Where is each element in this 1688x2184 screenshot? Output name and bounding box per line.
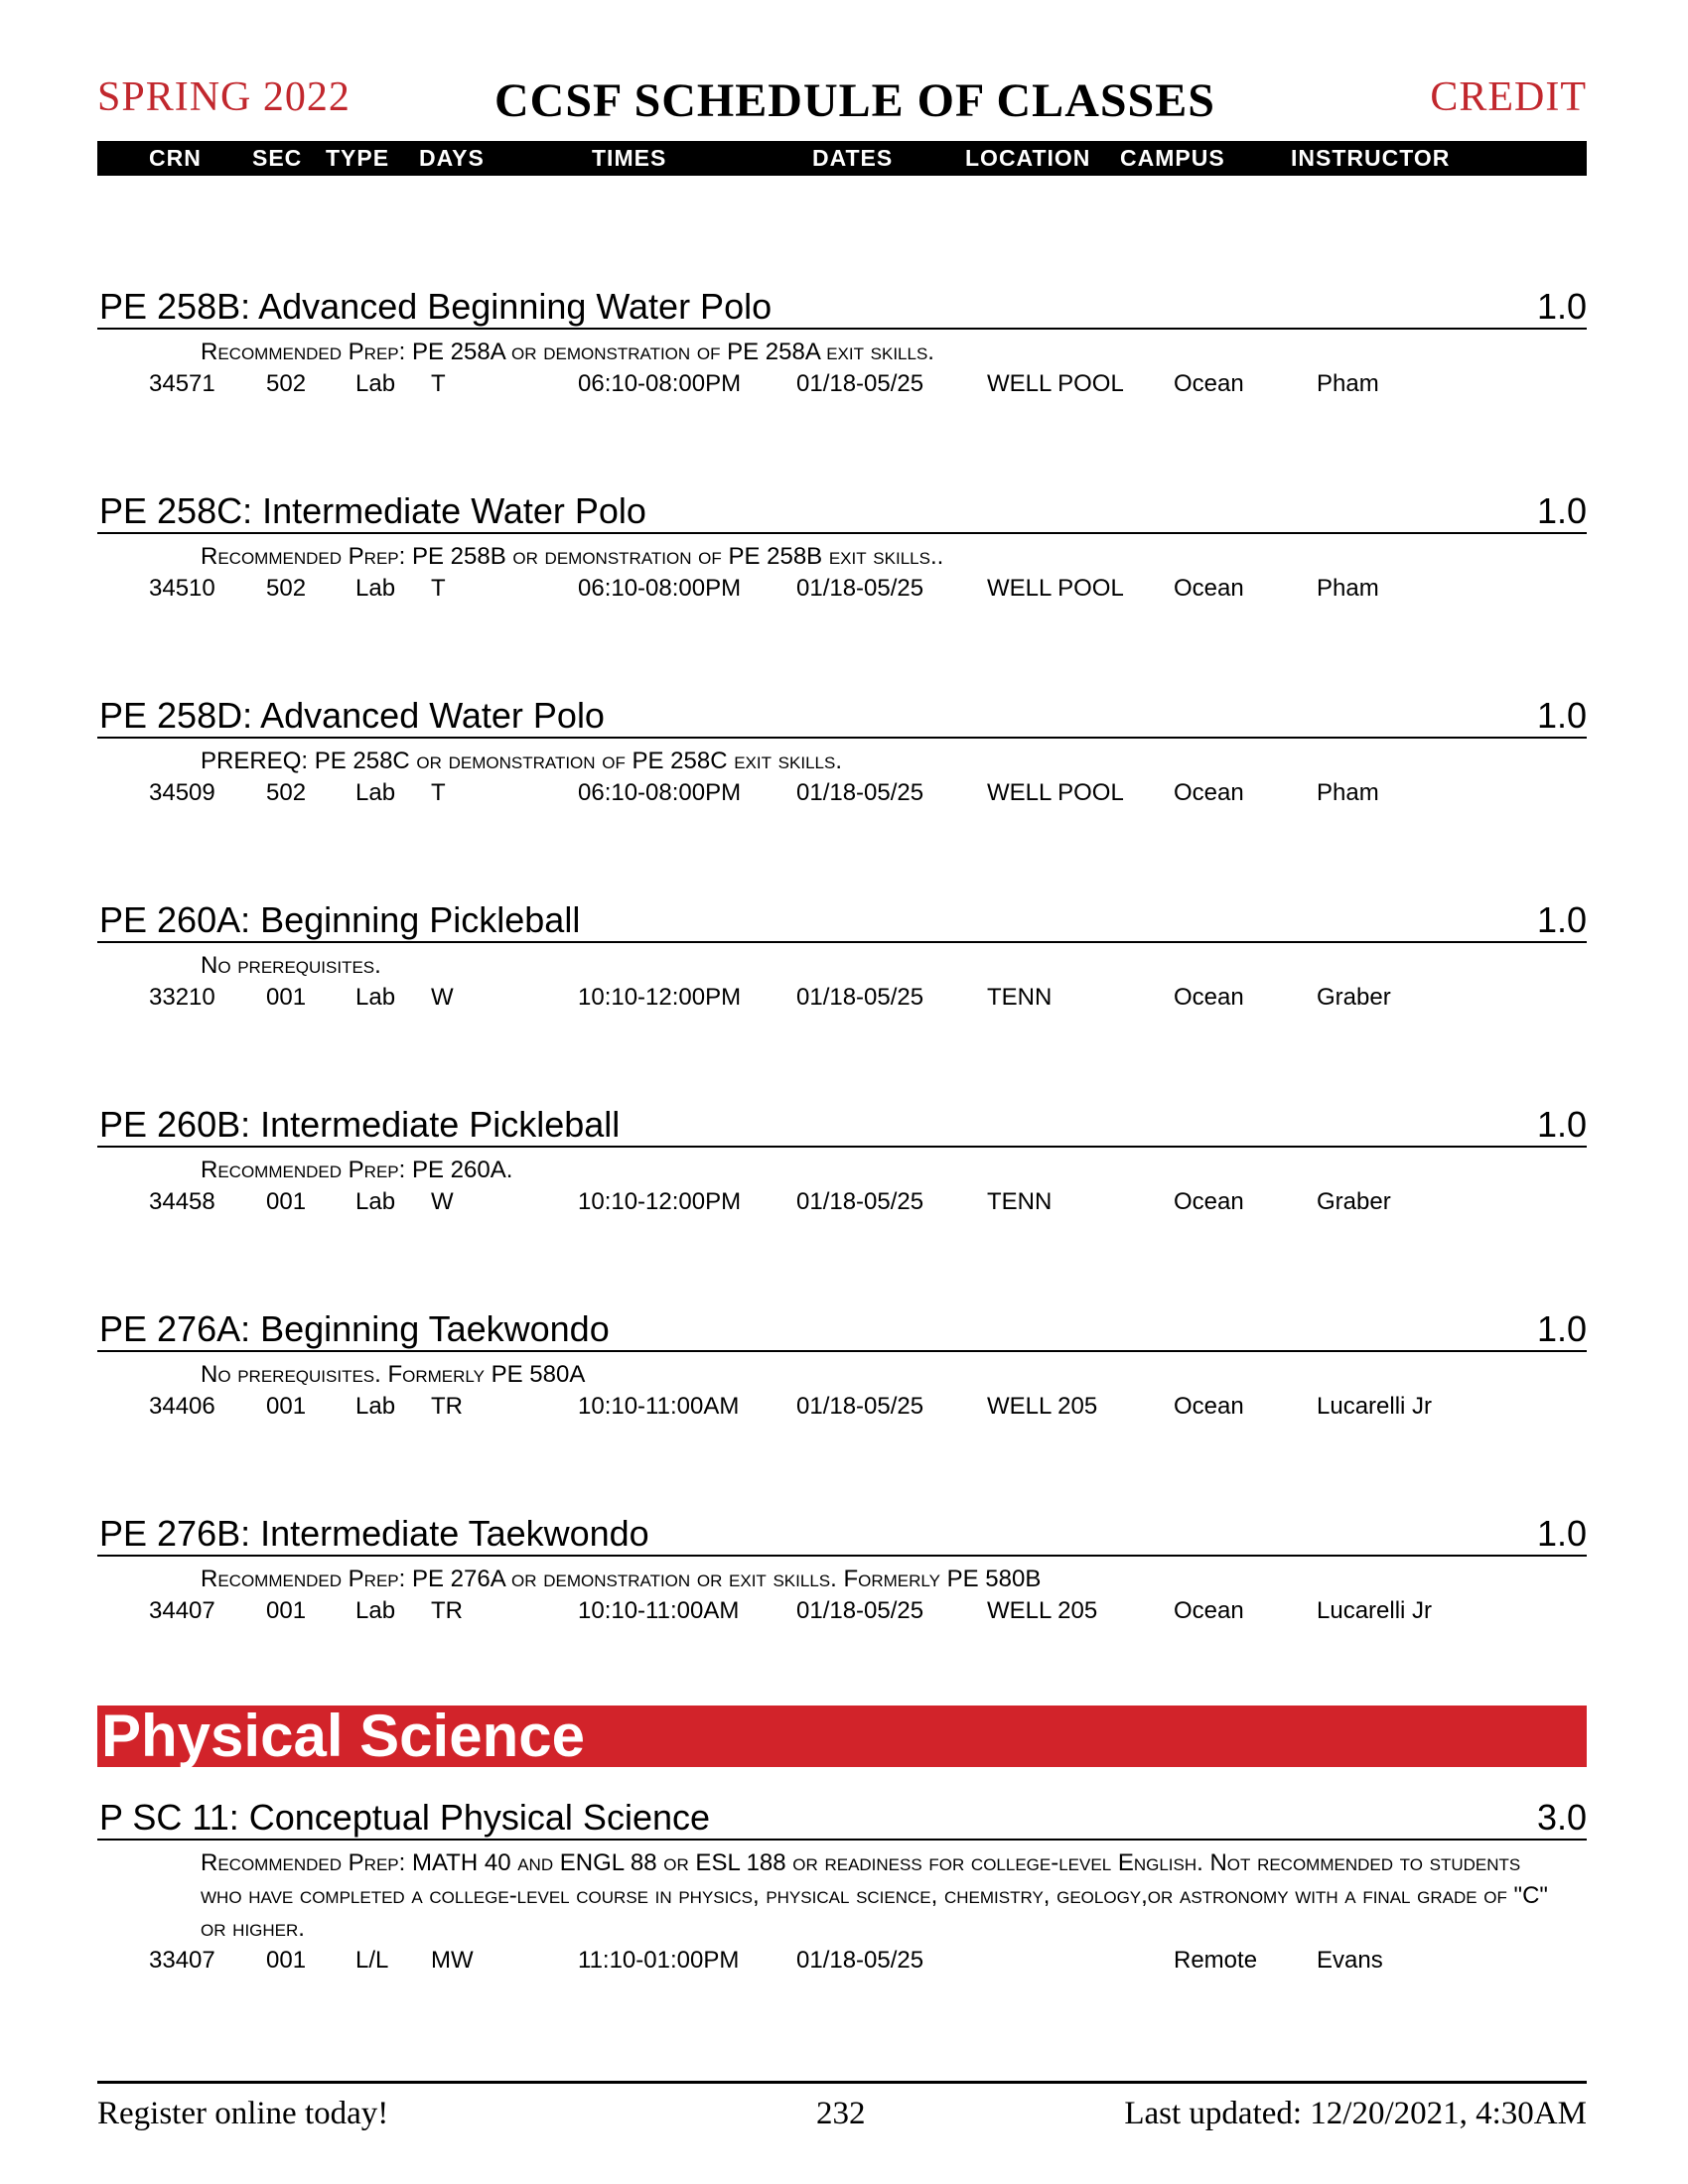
course-title-row xyxy=(97,488,1587,534)
page-header xyxy=(97,73,1587,133)
register-online-text: Register online today! xyxy=(97,2096,389,2131)
dates: 01/18-05/25 xyxy=(796,370,924,397)
section-row xyxy=(97,1595,1587,1629)
page-footer xyxy=(97,2081,1587,2143)
course-prereq: No prerequisites. Formerly PE 580A xyxy=(201,1361,586,1388)
type: Lab xyxy=(355,1393,396,1420)
course-block xyxy=(97,1306,1587,1425)
section-row xyxy=(97,982,1587,1016)
dates: 01/18-05/25 xyxy=(796,1393,924,1420)
credit-label: CREDIT xyxy=(1430,74,1587,120)
campus: Ocean xyxy=(1174,1597,1244,1624)
campus: Remote xyxy=(1174,1947,1258,1974)
col-dates: DATES xyxy=(812,145,894,171)
course-block xyxy=(97,284,1587,402)
course-title: PE 276A: Beginning Taekwondo xyxy=(99,1308,610,1349)
crn: 34458 xyxy=(149,1188,215,1215)
course-prereq: Recommended Prep: PE 258A or demonstration of PE 258A exit skills. xyxy=(201,339,934,365)
section-row xyxy=(97,777,1587,811)
section-row xyxy=(97,1945,1587,1979)
location: WELL POOL xyxy=(987,575,1124,602)
times: 10:10-11:00AM xyxy=(578,1597,740,1624)
course-title: PE 258B: Advanced Beginning Water Polo xyxy=(99,286,773,327)
days: W xyxy=(431,984,454,1011)
course-title-row xyxy=(97,284,1587,330)
days: TR xyxy=(431,1393,463,1420)
crn: 34510 xyxy=(149,575,215,602)
course-units: 3.0 xyxy=(1536,1797,1587,1838)
location: TENN xyxy=(987,1188,1053,1215)
sec: 502 xyxy=(266,575,307,602)
course-title-row xyxy=(97,693,1587,739)
course-title-row xyxy=(97,897,1587,943)
course-units: 1.0 xyxy=(1536,286,1587,327)
course-title: P SC 11: Conceptual Physical Science xyxy=(99,1797,711,1838)
section-row xyxy=(97,1391,1587,1425)
course-block xyxy=(97,693,1587,811)
course-title-row xyxy=(97,1795,1587,1841)
instructor: Lucarelli Jr xyxy=(1317,1393,1433,1420)
times: 06:10-08:00PM xyxy=(578,370,742,397)
dates: 01/18-05/25 xyxy=(796,984,924,1011)
type: Lab xyxy=(355,1597,396,1624)
course-prereq: Recommended Prep: MATH 40 and ENGL 88 or ESL 188 or readiness for college-level English. Not recommended to students who have completed a college-level course in physics, physical science, chemistry, geology,or astronomy with a final grade of "C" or higher. xyxy=(201,1849,1548,1942)
course-units: 1.0 xyxy=(1536,490,1587,531)
course-prereq: Recommended Prep: PE 276A or demonstration or exit skills. Formerly PE 580B xyxy=(201,1566,1042,1592)
course-block xyxy=(97,1511,1587,1629)
page-number: 232 xyxy=(816,2096,866,2131)
col-instructor: INSTRUCTOR xyxy=(1291,145,1451,171)
times: 10:10-12:00PM xyxy=(578,1188,742,1215)
type: Lab xyxy=(355,370,396,397)
campus: Ocean xyxy=(1174,575,1244,602)
crn: 34407 xyxy=(149,1597,215,1624)
crn: 33407 xyxy=(149,1947,215,1974)
crn: 33210 xyxy=(149,984,215,1011)
course-units: 1.0 xyxy=(1536,1513,1587,1554)
dates: 01/18-05/25 xyxy=(796,1597,924,1624)
campus: Ocean xyxy=(1174,1393,1244,1420)
section-row xyxy=(97,1186,1587,1220)
course-prereq: PREREQ: PE 258C or demonstration of PE 258C exit skills. xyxy=(201,748,842,774)
section-row xyxy=(97,573,1587,607)
course-block xyxy=(97,1795,1587,1979)
col-type: TYPE xyxy=(326,145,390,171)
type: Lab xyxy=(355,779,396,806)
instructor: Lucarelli Jr xyxy=(1317,1597,1433,1624)
sec: 001 xyxy=(266,984,307,1011)
dates: 01/18-05/25 xyxy=(796,1947,924,1974)
days: TR xyxy=(431,1597,463,1624)
type: L/L xyxy=(355,1947,389,1974)
campus: Ocean xyxy=(1174,984,1244,1011)
times: 06:10-08:00PM xyxy=(578,575,742,602)
days: MW xyxy=(431,1947,474,1974)
col-crn: CRN xyxy=(149,145,202,171)
department-heading: Physical Science xyxy=(101,1703,585,1769)
instructor: Graber xyxy=(1317,984,1391,1011)
crn: 34509 xyxy=(149,779,215,806)
dates: 01/18-05/25 xyxy=(796,779,924,806)
campus: Ocean xyxy=(1174,370,1244,397)
course-title: PE 258C: Intermediate Water Polo xyxy=(99,490,646,531)
col-location: LOCATION xyxy=(965,145,1091,171)
course-prereq: Recommended Prep: PE 260A. xyxy=(201,1157,513,1183)
campus: Ocean xyxy=(1174,1188,1244,1215)
location: WELL POOL xyxy=(987,370,1124,397)
days: W xyxy=(431,1188,454,1215)
location: WELL POOL xyxy=(987,779,1124,806)
page-title: CCSF SCHEDULE OF CLASSES xyxy=(494,74,1215,127)
section-row xyxy=(97,368,1587,402)
times: 10:10-12:00PM xyxy=(578,984,742,1011)
days: T xyxy=(431,370,446,397)
course-units: 1.0 xyxy=(1536,1104,1587,1145)
course-prereq: No prerequisites. xyxy=(201,952,381,979)
location: TENN xyxy=(987,984,1053,1011)
course-title-row xyxy=(97,1102,1587,1148)
course-block xyxy=(97,488,1587,607)
column-header-bar xyxy=(97,141,1587,176)
col-campus: CAMPUS xyxy=(1120,145,1225,171)
crn: 34571 xyxy=(149,370,215,397)
course-units: 1.0 xyxy=(1536,695,1587,736)
dates: 01/18-05/25 xyxy=(796,1188,924,1215)
course-title: PE 260A: Beginning Pickleball xyxy=(99,899,581,940)
department-heading-bar xyxy=(97,1703,1587,1769)
sec: 502 xyxy=(266,370,307,397)
type: Lab xyxy=(355,575,396,602)
instructor: Pham xyxy=(1317,779,1379,806)
course-title-row xyxy=(97,1511,1587,1557)
instructor: Pham xyxy=(1317,370,1379,397)
location: WELL 205 xyxy=(987,1393,1098,1420)
location: WELL 205 xyxy=(987,1597,1098,1624)
last-updated-text: Last updated: 12/20/2021, 4:30AM xyxy=(1124,2096,1587,2131)
days: T xyxy=(431,575,446,602)
sec: 001 xyxy=(266,1188,307,1215)
times: 06:10-08:00PM xyxy=(578,779,742,806)
col-times: TIMES xyxy=(592,145,667,171)
course-title: PE 276B: Intermediate Taekwondo xyxy=(99,1513,649,1554)
col-sec: SEC xyxy=(252,145,303,171)
sec: 001 xyxy=(266,1597,307,1624)
instructor: Pham xyxy=(1317,575,1379,602)
instructor: Evans xyxy=(1317,1947,1383,1974)
campus: Ocean xyxy=(1174,779,1244,806)
course-units: 1.0 xyxy=(1536,1308,1587,1349)
dates: 01/18-05/25 xyxy=(796,575,924,602)
instructor: Graber xyxy=(1317,1188,1391,1215)
col-days: DAYS xyxy=(419,145,485,171)
type: Lab xyxy=(355,1188,396,1215)
course-block xyxy=(97,1102,1587,1220)
course-title-row xyxy=(97,1306,1587,1352)
course-title: PE 258D: Advanced Water Polo xyxy=(99,695,605,736)
sec: 001 xyxy=(266,1947,307,1974)
sec: 001 xyxy=(266,1393,307,1420)
type: Lab xyxy=(355,984,396,1011)
times: 10:10-11:00AM xyxy=(578,1393,740,1420)
course-block xyxy=(97,897,1587,1016)
course-prereq: Recommended Prep: PE 258B or demonstration of PE 258B exit skills.. xyxy=(201,543,944,570)
times: 11:10-01:00PM xyxy=(578,1947,740,1974)
days: T xyxy=(431,779,446,806)
crn: 34406 xyxy=(149,1393,215,1420)
sec: 502 xyxy=(266,779,307,806)
term-label: SPRING 2022 xyxy=(97,74,351,120)
course-units: 1.0 xyxy=(1536,899,1587,940)
course-title: PE 260B: Intermediate Pickleball xyxy=(99,1104,621,1145)
